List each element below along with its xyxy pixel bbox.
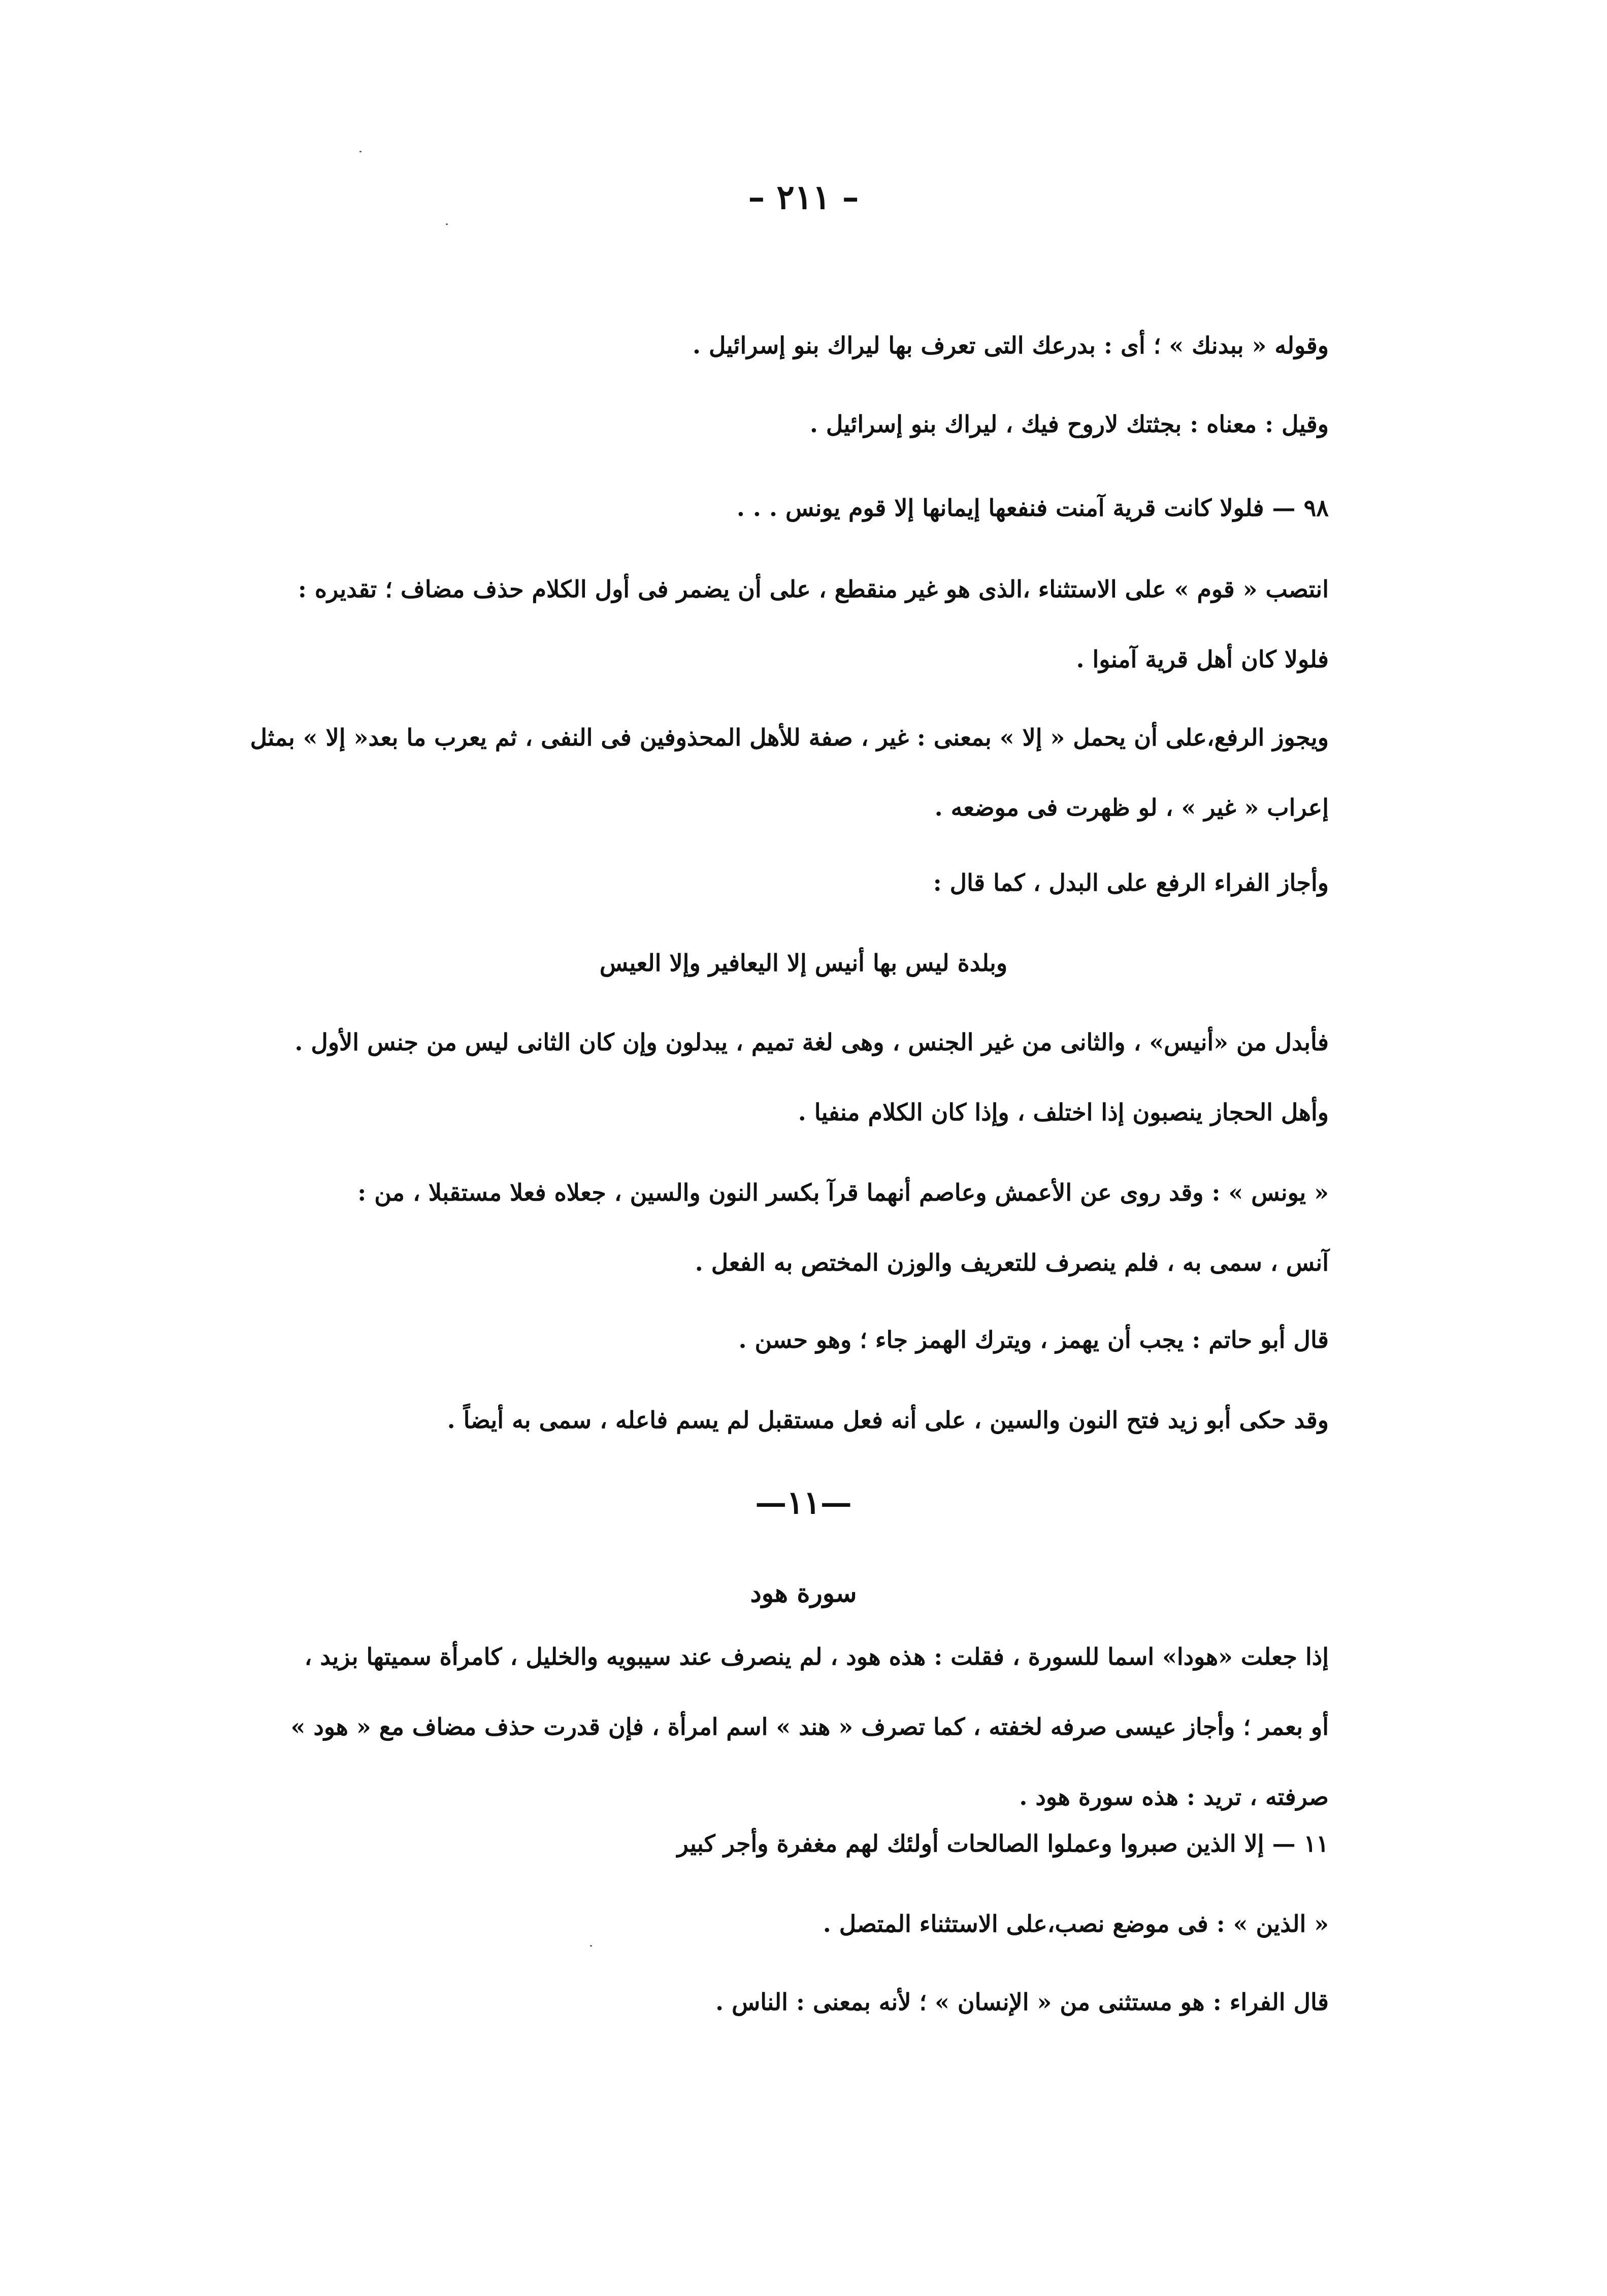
poetry-line: وبلدة ليس بها أنيس إلا اليعافير وإلا العيس	[599, 949, 1008, 977]
text-line: صرفته ، تريد : هذه سورة هود .	[1019, 1783, 1329, 1810]
scan-speck	[446, 223, 448, 225]
text-line: قال الفراء : هو مستثنى من « الإنسان » ؛ لأنه بمعنى : الناس .	[715, 1988, 1329, 2016]
surah-title: سورة هود	[750, 1578, 857, 1608]
section-number: —١١—	[755, 1484, 852, 1521]
text-line: ويجوز الرفع،على أن يحمل « إلا » بمعنى : غير ، صفة للأهل المحذوفين فى النفى ، ثم يعرب ما بعد« إلا » بمثل	[250, 724, 1329, 751]
text-line: انتصب « قوم » على الاستثناء ،الذى هو غير منقطع ، على أن يضمر فى أول الكلام حذف مضاف ؛ تقديره :	[298, 575, 1329, 603]
text-line: إعراب « غير » ، لو ظهرت فى موضعه .	[934, 794, 1329, 821]
page-number: – ٢١١ –	[748, 177, 859, 217]
text-line: قال أبو حاتم : يجب أن يهمز ، ويترك الهمز جاء ؛ وهو حسن .	[738, 1326, 1329, 1353]
text-line: آنس ، سمى به ، فلم ينصرف للتعريف والوزن المختص به الفعل .	[695, 1249, 1329, 1276]
scan-speck	[359, 151, 362, 152]
text-line: فأبدل من «أنيس» ، والثانى من غير الجنس ، وهى لغة تميم ، يبدلون وإن كان الثانى ليس من جنس الأول .	[294, 1028, 1329, 1056]
verse-line: ١١ — إلا الذين صبروا وعملوا الصالحات أولئك لهم مغفرة وأجر كبير	[677, 1830, 1329, 1857]
text-line: « يونس » : وقد روى عن الأعمش وعاصم أنهما قرآ بكسر النون والسين ، جعلاه فعلا مستقبلا ، من :	[357, 1179, 1329, 1206]
text-line: وأهل الحجاز ينصبون إذا اختلف ، وإذا كان الكلام منفيا .	[798, 1098, 1329, 1126]
text-line: أو بعمر ؛ وأجاز عيسى صرفه لخفته ، كما تصرف « هند » اسم امرأة ، فإن قدرت حذف مضاف مع « هود »	[290, 1713, 1329, 1740]
text-line: وقيل : معناه : بجثتك لاروح فيك ، ليراك بنو إسرائيل .	[809, 410, 1329, 438]
text-line: وقد حكى أبو زيد فتح النون والسين ، على أنه فعل مستقبل لم يسم فاعله ، سمى به أيضاً .	[447, 1406, 1329, 1434]
text-line: فلولا كان أهل قرية آمنوا .	[1076, 645, 1329, 673]
scan-speck	[590, 1945, 592, 1947]
text-line: إذا جعلت «هودا» اسما للسورة ، فقلت : هذه هود ، لم ينصرف عند سيبويه والخليل ، كامرأة سميتها بزيد ،	[304, 1643, 1329, 1670]
text-line: « الذين » : فى موضع نصب،على الاستثناء المتصل .	[823, 1910, 1329, 1937]
verse-line: ٩٨ — فلولا كانت قرية آمنت فنفعها إيمانها إلا قوم يونس . . .	[736, 494, 1329, 522]
text-line: وقوله « ببدنك » ؛ أى : بدرعك التى تعرف بها ليراك بنو إسرائيل .	[692, 332, 1329, 359]
text-line: وأجاز الفراء الرفع على البدل ، كما قال :	[933, 869, 1329, 896]
